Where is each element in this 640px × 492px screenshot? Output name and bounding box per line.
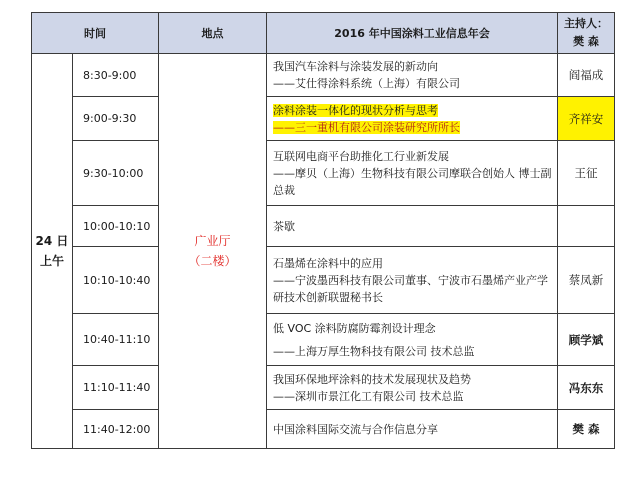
topic-org: ——三一重机有限公司涂装研究所所长 xyxy=(273,120,460,134)
topic-org: ——深圳市景江化工有限公司 技术总监 xyxy=(273,389,464,403)
topic-title: 中国涂料国际交流与合作信息分享 xyxy=(273,422,438,436)
header-venue: 地点 xyxy=(159,13,267,54)
venue-cell xyxy=(159,54,267,449)
day-period: 上午 xyxy=(39,254,64,268)
session-time: 10:10-10:40 xyxy=(73,247,159,314)
topic-org: ——上海万厚生物科技有限公司 技术总监 xyxy=(273,344,475,358)
session-topic xyxy=(267,141,558,206)
session-speaker xyxy=(558,206,615,247)
topic-org: ——宁波墨西科技有限公司董事、宁波市石墨烯产业产学研技术创新联盟秘书长 xyxy=(273,273,548,304)
topic-title: 我国环保地坪涂料的技术发展现状及趋势 xyxy=(273,372,471,386)
session-time: 11:40-12:00 xyxy=(73,410,159,449)
session-topic xyxy=(267,410,558,449)
session-time: 9:00-9:30 xyxy=(73,97,159,141)
session-speaker: 冯东东 xyxy=(558,366,615,410)
session-row xyxy=(32,247,615,314)
venue-floor: （二楼） xyxy=(188,254,237,268)
session-row xyxy=(32,314,615,366)
session-row xyxy=(32,97,615,141)
session-speaker: 顾学斌 xyxy=(558,314,615,366)
session-row xyxy=(32,366,615,410)
session-topic xyxy=(267,206,558,247)
session-row xyxy=(32,410,615,449)
session-topic xyxy=(267,54,558,97)
header-time: 时间 xyxy=(32,13,159,54)
session-topic xyxy=(267,97,558,141)
topic-org: ——摩贝（上海）生物科技有限公司摩联合创始人 博士副总裁 xyxy=(273,166,552,197)
session-speaker: 樊 森 xyxy=(558,410,615,449)
session-time: 11:10-11:40 xyxy=(73,366,159,410)
host-name: 樊 森 xyxy=(573,35,599,48)
host-label: 主持人： xyxy=(564,17,608,30)
topic-title: 低 VOC 涂料防腐防霉剂设计理念 xyxy=(273,321,436,335)
day-date: 24 日 xyxy=(35,234,69,248)
session-time: 10:40-11:10 xyxy=(73,314,159,366)
header-title: 2016 年中国涂料工业信息年会 xyxy=(267,13,558,54)
venue-name: 广业厅 xyxy=(194,234,231,248)
topic-title: 涂料涂装一体化的现状分析与思考 xyxy=(273,103,438,117)
session-time: 8:30-9:00 xyxy=(73,54,159,97)
session-row xyxy=(32,54,615,97)
session-topic xyxy=(267,247,558,314)
day-cell xyxy=(32,54,73,449)
session-row xyxy=(32,206,615,247)
session-row xyxy=(32,141,615,206)
session-speaker: 蔡凤新 xyxy=(558,247,615,314)
session-topic xyxy=(267,366,558,410)
topic-org: ——艾仕得涂料系统（上海）有限公司 xyxy=(273,77,460,90)
header-host xyxy=(558,13,615,54)
session-speaker: 王征 xyxy=(558,141,615,206)
session-time: 10:00-10:10 xyxy=(73,206,159,247)
topic-title: 茶歇 xyxy=(273,219,295,233)
header-row xyxy=(32,13,615,54)
topic-title: 我国汽车涂料与涂装发展的新动向 xyxy=(273,60,438,73)
session-speaker: 阎福成 xyxy=(558,54,615,97)
schedule-table xyxy=(31,12,615,449)
topic-title: 石墨烯在涂料中的应用 xyxy=(273,256,383,270)
session-speaker: 齐祥安 xyxy=(558,97,615,141)
topic-title: 互联网电商平台助推化工行业新发展 xyxy=(273,149,449,163)
session-time: 9:30-10:00 xyxy=(73,141,159,206)
session-topic xyxy=(267,314,558,366)
